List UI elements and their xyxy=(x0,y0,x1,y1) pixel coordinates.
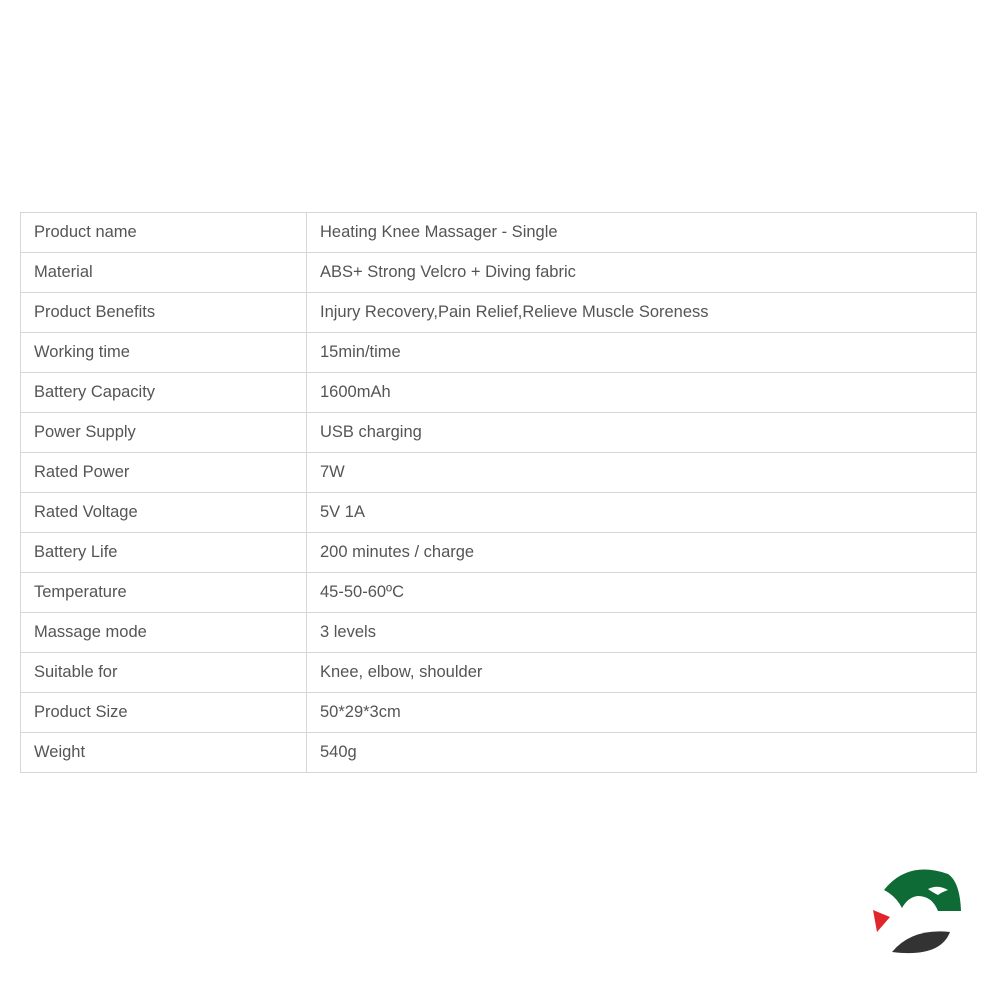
spec-label: Working time xyxy=(21,333,307,373)
spec-label: Battery Capacity xyxy=(21,373,307,413)
spec-value: 1600mAh xyxy=(307,373,977,413)
spec-value: 50*29*3cm xyxy=(307,693,977,733)
spec-label: Rated Voltage xyxy=(21,493,307,533)
spec-table-body xyxy=(21,213,977,773)
spec-label: Material xyxy=(21,253,307,293)
falcon-flag-logo-icon xyxy=(868,866,964,960)
table-row xyxy=(21,413,977,453)
spec-label: Massage mode xyxy=(21,613,307,653)
spec-label: Weight xyxy=(21,733,307,773)
spec-value: ABS+ Strong Velcro + Diving fabric xyxy=(307,253,977,293)
spec-label: Product name xyxy=(21,213,307,253)
spec-label: Product Size xyxy=(21,693,307,733)
spec-value: 5V 1A xyxy=(307,493,977,533)
table-row xyxy=(21,253,977,293)
spec-value: 200 minutes / charge xyxy=(307,533,977,573)
logo-red-flag xyxy=(873,910,890,932)
logo-green-wing xyxy=(884,870,961,911)
spec-value: Heating Knee Massager - Single xyxy=(307,213,977,253)
table-row xyxy=(21,573,977,613)
spec-table xyxy=(20,212,977,773)
spec-label: Suitable for xyxy=(21,653,307,693)
spec-label: Battery Life xyxy=(21,533,307,573)
spec-value: USB charging xyxy=(307,413,977,453)
spec-label: Rated Power xyxy=(21,453,307,493)
logo-black-crescent xyxy=(892,931,950,953)
table-row xyxy=(21,453,977,493)
spec-value: 45-50-60ºC xyxy=(307,573,977,613)
spec-value: 3 levels xyxy=(307,613,977,653)
spec-label: Product Benefits xyxy=(21,293,307,333)
table-row xyxy=(21,213,977,253)
spec-label: Temperature xyxy=(21,573,307,613)
spec-value: Knee, elbow, shoulder xyxy=(307,653,977,693)
table-row xyxy=(21,333,977,373)
spec-label: Power Supply xyxy=(21,413,307,453)
table-row xyxy=(21,533,977,573)
table-row xyxy=(21,733,977,773)
spec-value: 15min/time xyxy=(307,333,977,373)
table-row xyxy=(21,293,977,333)
table-row xyxy=(21,373,977,413)
table-row xyxy=(21,693,977,733)
table-row xyxy=(21,613,977,653)
spec-value: 540g xyxy=(307,733,977,773)
spec-value: 7W xyxy=(307,453,977,493)
table-row xyxy=(21,653,977,693)
table-row xyxy=(21,493,977,533)
spec-value: Injury Recovery,Pain Relief,Relieve Muscle Soreness xyxy=(307,293,977,333)
